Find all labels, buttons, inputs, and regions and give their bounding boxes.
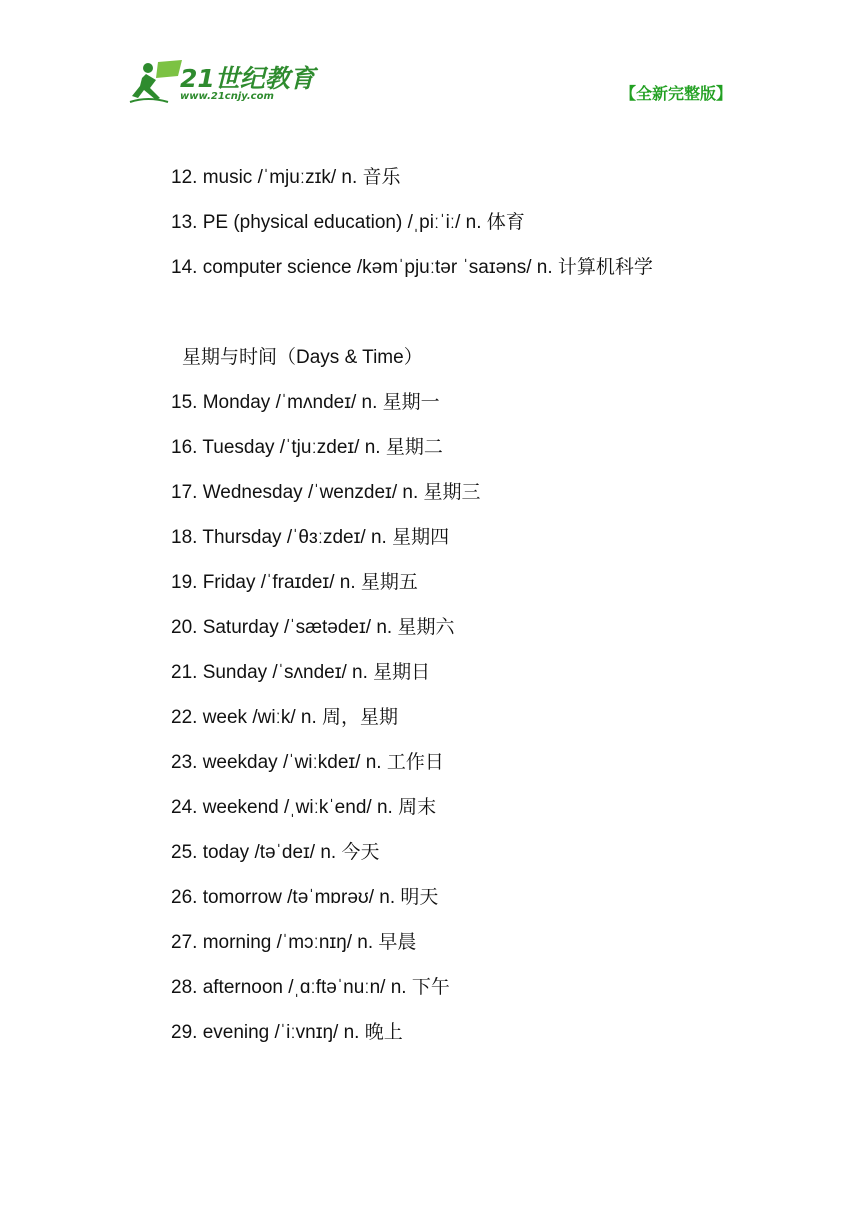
runner-logo-icon xyxy=(128,58,184,106)
logo-text: 21世纪教育 xyxy=(180,64,315,93)
site-logo xyxy=(128,58,318,106)
vocab-item: 16. Tuesday /ˈtjuːzdeɪ/ n. 星期二 xyxy=(171,437,443,458)
vocab-item: 23. weekday /ˈwiːkdeɪ/ n. 工作日 xyxy=(171,752,444,773)
page-header xyxy=(0,0,860,120)
vocab-item: 17. Wednesday /ˈwenzdeɪ/ n. 星期三 xyxy=(171,482,481,503)
vocab-item: 18. Thursday /ˈθɜːzdeɪ/ n. 星期四 xyxy=(171,527,450,548)
vocab-item: 25. today /təˈdeɪ/ n. 今天 xyxy=(171,842,380,863)
vocab-item: 24. weekend /ˌwiːkˈend/ n. 周末 xyxy=(171,797,437,818)
vocab-item: 26. tomorrow /təˈmɒrəʊ/ n. 明天 xyxy=(171,887,439,908)
vocab-item: 19. Friday /ˈfraɪdeɪ/ n. 星期五 xyxy=(171,572,418,593)
vocab-item: 29. evening /ˈiːvnɪŋ/ n. 晚上 xyxy=(171,1022,403,1043)
vocab-item: 27. morning /ˈmɔːnɪŋ/ n. 早晨 xyxy=(171,932,417,953)
vocabulary-list xyxy=(171,164,791,1064)
vocab-item: 13. PE (physical education) /ˌpiːˈiː/ n. 体育 xyxy=(171,212,525,233)
vocab-item: 21. Sunday /ˈsʌndeɪ/ n. 星期日 xyxy=(171,662,431,683)
logo-url: www.21cnjy.com xyxy=(180,91,274,102)
vocab-item: 22. week /wiːk/ n. 周，星期 xyxy=(171,707,399,728)
vocab-item: 12. music /ˈmjuːzɪk/ n. 音乐 xyxy=(171,167,401,188)
section-heading: 星期与时间（Days & Time） xyxy=(182,347,423,368)
vocab-item: 28. afternoon /ˌɑːftəˈnuːn/ n. 下午 xyxy=(171,977,450,998)
edition-tag: 【全新完整版】 xyxy=(619,84,732,103)
vocab-item: 14. computer science /kəmˈpjuːtər ˈsaɪəns/ n. 计算机科学 xyxy=(171,257,653,278)
vocab-item: 15. Monday /ˈmʌndeɪ/ n. 星期一 xyxy=(171,392,440,413)
vocab-item: 20. Saturday /ˈsætədeɪ/ n. 星期六 xyxy=(171,617,455,638)
